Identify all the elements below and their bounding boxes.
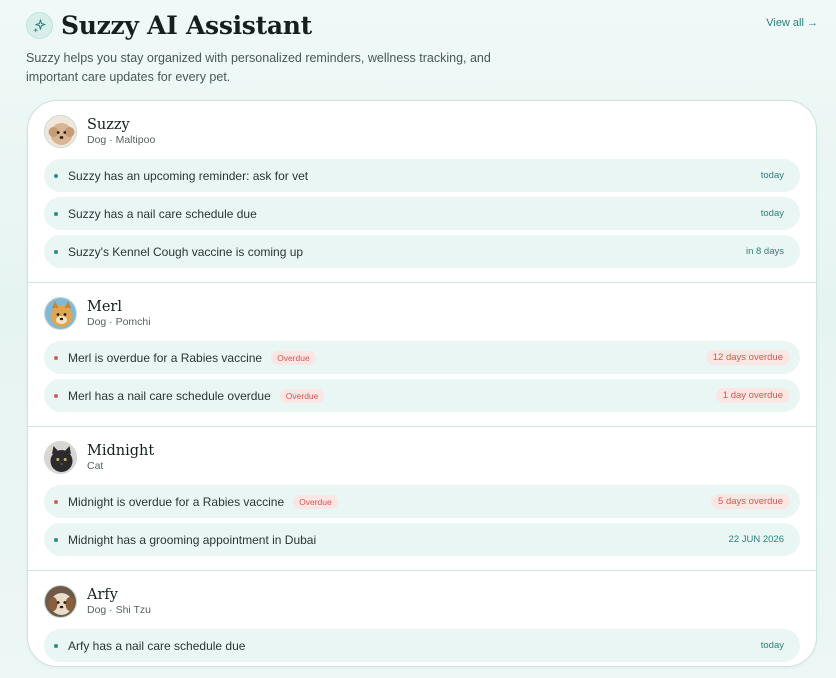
- sparkles-icon: [26, 12, 53, 39]
- reminder-item[interactable]: [44, 159, 800, 192]
- reminder-list: [44, 341, 800, 426]
- avatar[interactable]: [44, 115, 77, 148]
- reminder-due: 12 days overdue: [706, 350, 790, 365]
- overdue-badge: Overdue: [280, 389, 325, 403]
- pet-name[interactable]: Arfy: [87, 587, 118, 603]
- pet-breed: Cat: [87, 460, 104, 472]
- reminder-text: Merl has a nail care schedule overdue: [68, 388, 271, 403]
- reminder-text: Arfy has a nail care schedule due: [68, 638, 246, 653]
- reminder-list: [44, 159, 800, 282]
- bullet-dot: [54, 250, 58, 254]
- pet-header: [44, 297, 800, 341]
- reminder-text: Suzzy has an upcoming reminder: ask for vet: [68, 168, 309, 183]
- reminder-text: Merl is overdue for a Rabies vaccine: [68, 350, 263, 365]
- overdue-badge: Overdue: [293, 495, 338, 509]
- reminders-card: [27, 100, 817, 667]
- reminder-due: in 8 days: [745, 246, 784, 257]
- reminder-item[interactable]: [44, 629, 800, 662]
- reminder-item[interactable]: [44, 523, 800, 556]
- pet-name[interactable]: Midnight: [87, 443, 155, 459]
- avatar[interactable]: [44, 441, 77, 474]
- pet-section-midnight: [28, 427, 816, 571]
- pet-info: [87, 443, 154, 473]
- pet-info: [87, 117, 155, 147]
- bullet-dot: [54, 644, 58, 648]
- pet-header: [44, 441, 800, 485]
- avatar[interactable]: [44, 585, 77, 618]
- overdue-badge: Overdue: [271, 351, 316, 365]
- reminder-text: Midnight has a grooming appointment in Dubai: [68, 532, 317, 547]
- pet-info: [87, 587, 151, 617]
- bullet-dot: [54, 394, 58, 398]
- reminder-due: 5 days overdue: [711, 494, 790, 509]
- page-header: [26, 10, 816, 87]
- reminder-item[interactable]: [44, 235, 800, 268]
- pet-section-suzzy: [28, 101, 816, 283]
- reminder-due: 1 day overdue: [716, 388, 790, 403]
- pet-header: [44, 585, 800, 629]
- reminder-due: 22 JUN 2026: [728, 534, 784, 545]
- reminder-item[interactable]: [44, 379, 800, 412]
- pet-info: [87, 299, 151, 329]
- bullet-dot: [54, 538, 58, 542]
- reminder-due: today: [760, 640, 784, 651]
- pet-name[interactable]: Suzzy: [87, 117, 130, 133]
- page-subtitle: Suzzy helps you stay organized with personalized reminders, wellness tracking, and important care updates for every pet.: [26, 51, 491, 84]
- reminder-text: Midnight is overdue for a Rabies vaccine: [68, 494, 285, 509]
- title-row: [26, 10, 816, 40]
- bullet-dot: [54, 174, 58, 178]
- pet-breed: Dog · Pomchi: [87, 316, 151, 328]
- reminder-due: today: [760, 208, 784, 219]
- pet-header: [44, 115, 800, 159]
- pet-section-merl: [28, 283, 816, 427]
- page-title: Suzzy AI Assistant: [61, 10, 312, 40]
- reminder-item[interactable]: [44, 485, 800, 518]
- reminder-text: Suzzy's Kennel Cough vaccine is coming up: [68, 244, 304, 259]
- avatar[interactable]: [44, 297, 77, 330]
- pet-breed: Dog · Shi Tzu: [87, 604, 151, 616]
- bullet-dot: [54, 356, 58, 360]
- reminder-list: [44, 629, 800, 667]
- reminder-item[interactable]: [44, 197, 800, 230]
- bullet-dot: [54, 500, 58, 504]
- reminder-text: Suzzy has a nail care schedule due: [68, 206, 257, 221]
- pet-name[interactable]: Merl: [87, 299, 122, 315]
- view-all-link[interactable]: View all →: [766, 17, 818, 29]
- bullet-dot: [54, 212, 58, 216]
- pet-section-arfy: [28, 571, 816, 667]
- reminder-item[interactable]: [44, 341, 800, 374]
- reminder-list: [44, 485, 800, 570]
- pet-breed: Dog · Maltipoo: [87, 134, 156, 146]
- reminder-due: today: [760, 170, 784, 181]
